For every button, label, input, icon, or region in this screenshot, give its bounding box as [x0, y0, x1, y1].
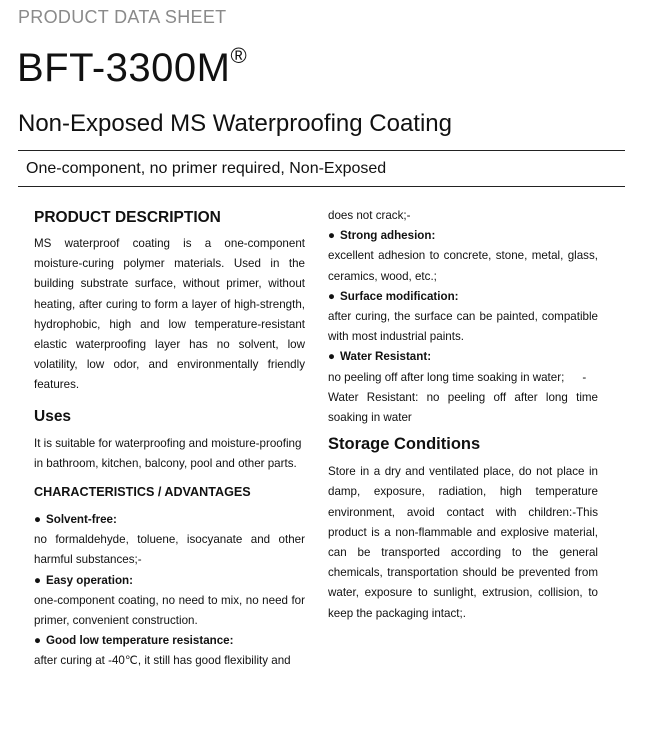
- feature-title-text: Good low temperature resistance:: [46, 634, 234, 648]
- continued-text: does not crack;-: [328, 209, 411, 222]
- product-name: BFT-3300M: [17, 46, 231, 90]
- description-text: MS waterproof coating is a one-component moisture-curing polymer materials. Used in the building substrate surface, without primer, without heating, after curing to form a layer of high-strength, hydrophobic, high and low temperature-resistant elastic waterproofing layer has no solvent, low volatility, low odor, and environmentally friendly features.: [34, 237, 305, 392]
- storage-heading: Storage Conditions: [328, 435, 481, 454]
- feature-text: excellent adhesion to concrete, stone, metal, glass, ceramics, wood, etc.;: [328, 249, 598, 283]
- feature-title: [328, 226, 598, 246]
- feature-title: [328, 347, 598, 367]
- right-column: [328, 206, 598, 624]
- registered-mark: ®: [230, 42, 248, 68]
- uses-text: It is suitable for waterproofing and moisture-proofing in bathroom, kitchen, balcony, pool and other parts.: [34, 436, 302, 470]
- feature-text: after curing at -40℃, it still has good flexibility and: [34, 654, 291, 668]
- document-kicker: PRODUCT DATA SHEET: [18, 7, 227, 27]
- feature-text: Water Resistant: no peeling off after long time soaking in water: [328, 390, 598, 425]
- bottom-rule: [18, 186, 625, 187]
- feature-title-text: Surface modification:: [340, 289, 459, 303]
- description-heading: PRODUCT DESCRIPTION: [34, 209, 221, 226]
- bullet-icon: ●: [34, 573, 42, 587]
- feature-text: one-component coating, no need to mix, no need for primer, convenient construction.: [34, 593, 305, 628]
- left-column: [34, 207, 305, 672]
- product-subtitle: Non-Exposed MS Waterproofing Coating: [18, 110, 452, 137]
- feature-text-line: [328, 368, 598, 388]
- feature-title-text: Easy operation:: [46, 573, 133, 587]
- bullet-icon: ●: [34, 634, 42, 648]
- feature-title: [34, 571, 305, 591]
- bullet-icon: ●: [34, 513, 42, 527]
- feature-title-text: Solvent-free:: [46, 513, 117, 527]
- uses-heading: Uses: [34, 407, 72, 425]
- storage-text: Store in a dry and ventilated place, do not place in damp, exposure, radiation, high temperature environment, avoid contact with children:-This product is a non-flammable and explosive material, can be transported according to the general chemicals, transportation should be prevented from water, exposure to sunlight, extrusion, collision, to keep the packaging intact;.: [328, 465, 598, 620]
- product-title: [17, 42, 248, 91]
- product-tagline: One-component, no primer required, Non-Exposed: [26, 160, 387, 177]
- feature-text-start: no peeling off after long time soaking in water;: [328, 370, 565, 384]
- bullet-icon: ●: [328, 289, 336, 303]
- top-rule: [18, 150, 625, 151]
- feature-text-dash: -: [582, 370, 587, 384]
- feature-title: [34, 510, 305, 530]
- feature-title-text: Strong adhesion:: [340, 229, 436, 243]
- feature-title-text: Water Resistant:: [340, 350, 432, 364]
- feature-title: [328, 287, 598, 307]
- bullet-icon: ●: [328, 229, 336, 243]
- feature-text: after curing, the surface can be painted, compatible with most industrial paints.: [328, 310, 598, 344]
- feature-text: no formaldehyde, toluene, isocyanate and other harmful substances;-: [34, 533, 305, 567]
- feature-title: [34, 631, 305, 651]
- characteristics-heading: CHARACTERISTICS / ADVANTAGES: [34, 485, 251, 500]
- bullet-icon: ●: [328, 350, 336, 364]
